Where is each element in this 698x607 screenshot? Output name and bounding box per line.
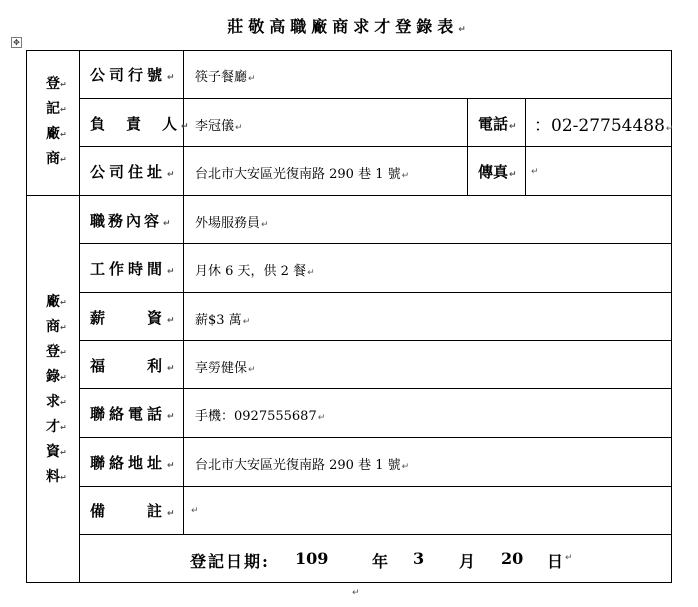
contact-phone-value: 手機：0927555687 ↵ [195,405,325,424]
salary-label: 薪 資 ↵ [90,307,179,328]
benefits-value: 享勞健保 ↵ [195,357,256,376]
registration-day: 20 [501,549,524,568]
company-name-label: 公司行號 ↵ [90,64,179,85]
section-company-header: 登 ↵ 記 ↵ 廠 ↵ 商 ↵ [44,72,62,172]
company-name-value: 筷子餐廳 ↵ [195,66,256,85]
fax-label: 傳真 ↵ [478,161,517,182]
owner-value: 李冠儀 ↵ [195,115,243,134]
registration-date-label: 登記日期: [190,552,270,571]
hours-label: 工作時間 ↵ [90,258,179,279]
contact-address-label: 聯絡地址 ↵ [90,452,179,473]
registration-day-unit: 日 [547,552,564,571]
end-of-document-mark-icon: ↵ [352,588,360,598]
fax-value [530,163,539,178]
registration-year: 109 [295,549,329,568]
salary-value: 薪$3 萬 ↵ [195,309,250,328]
contact-address-value: 台北市大安區光復南路 290 巷 1 號 ↵ [195,454,409,473]
remarks-label: 備 註 ↵ [90,500,179,521]
registration-month-unit: 月 [459,552,476,571]
owner-label: 負 責 人 ↵ [90,113,192,134]
registration-year-unit: 年 [372,552,389,571]
section-job-header: 廠 ↵ 商 ↵ 登 ↵ 錄 ↵ 求 ↵ 才 ↵ 資 ↵ 料 ↵ [44,290,62,490]
form-title: 莊敬高職廠商求才登錄表↵ [227,17,471,36]
duties-label: 職務內容 ↵ [90,210,174,231]
duties-value: 外場服務員 ↵ [195,212,269,231]
benefits-label: 福 利 ↵ [90,355,179,376]
phone-value: ：02-27754488 ↵ [534,111,673,136]
hours-value: 月休 6 天，供 2 餐 ↵ [195,260,315,279]
registration-month: 3 [413,549,425,568]
phone-label: 電話 ↵ [478,113,517,134]
table-move-handle-icon[interactable]: ✥ [11,37,22,48]
remarks-value [190,502,199,517]
paragraph-mark-icon: ↵ [565,553,573,563]
contact-phone-label: 聯絡電話 ↵ [90,403,179,424]
address-label: 公司住址 ↵ [90,161,179,182]
address-value: 台北市大安區光復南路 290 巷 1 號 ↵ [195,163,409,182]
